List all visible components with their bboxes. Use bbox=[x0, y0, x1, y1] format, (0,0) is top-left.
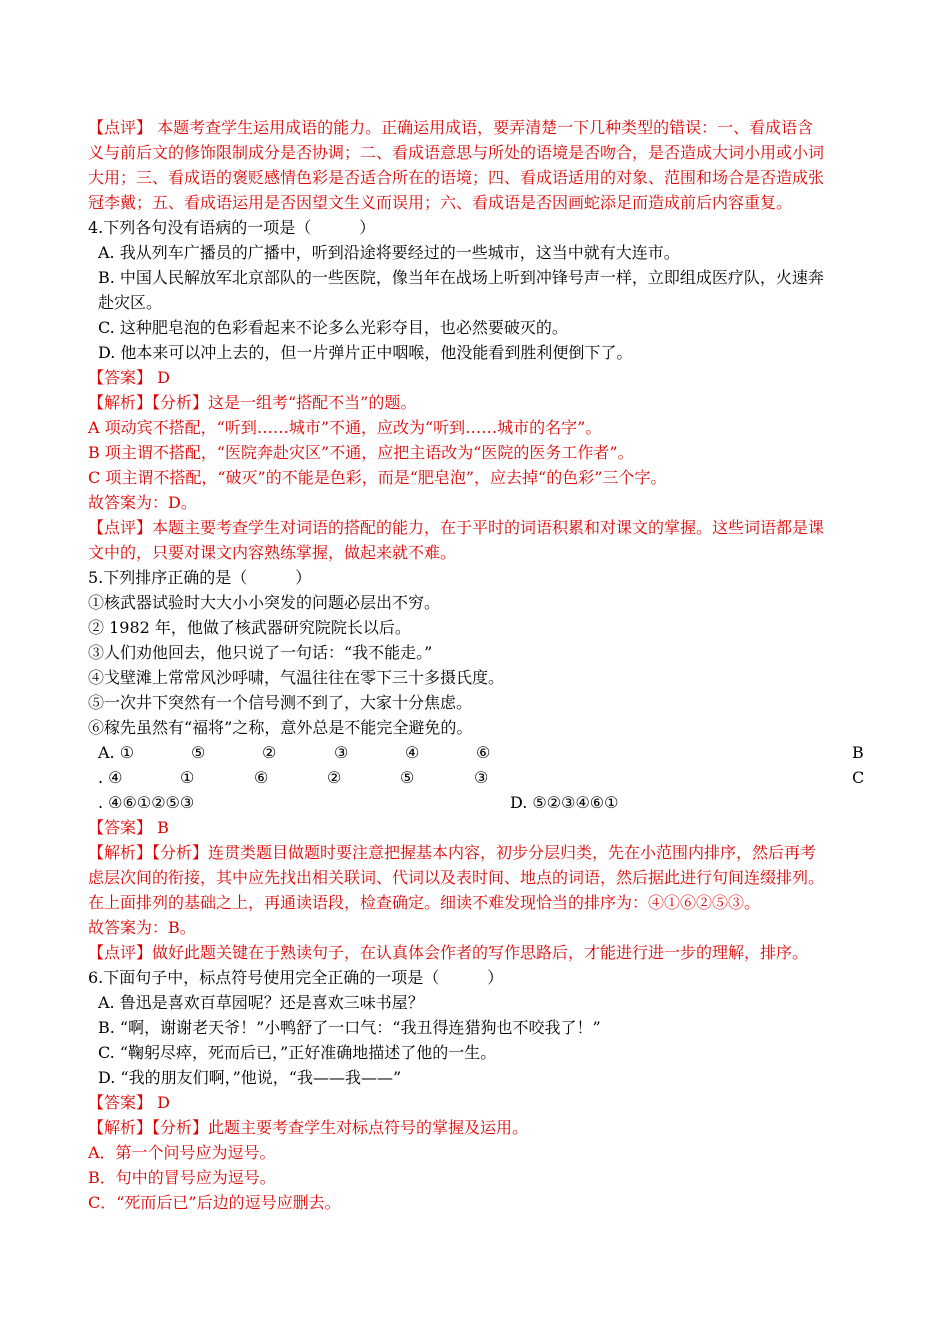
q5-analysis-line3: 在上面排列的基础之上，再通读语段，检查确定。细读不难发现恰当的排序为：④①⑥②⑤③。 bbox=[88, 893, 761, 912]
q6-explanation-c: C．“死而后已”后边的逗号应删去。 bbox=[88, 1193, 341, 1212]
comment-q3-line4: 冠李戴；五、看成语运用是否因望文生义而误用；六、看成语是否因画蛇添足而造成前后内容重复。 bbox=[88, 193, 793, 212]
q6-option-a: A. 鲁迅是喜欢百草园呢？还是喜欢三味书屋？ bbox=[98, 993, 424, 1012]
q5-sentence-4: ④戈壁滩上常常风沙呼啸，气温往往在零下三十多摄氏度。 bbox=[88, 668, 505, 687]
q4-option-c: C. 这种肥皂泡的色彩看起来不论多么光彩夺目，也必然要破灭的。 bbox=[98, 318, 568, 337]
q5-option-a-item: ③ bbox=[334, 743, 349, 762]
comment-q3-line1: 【点评】 本题考查学生运用成语的能力。正确运用成语，要弄清楚一下几种类型的错误：一、看成语含 bbox=[88, 118, 814, 137]
q4-answer: 【答案】 D bbox=[88, 368, 170, 387]
q5-option-b-item: ③ bbox=[474, 768, 489, 787]
q5-option-a-item: ④ bbox=[405, 743, 420, 762]
q5-option-b-item: . ④ bbox=[98, 768, 123, 787]
q5-sentence-3: ③人们劝他回去，他只说了一句话：“我不能走。” bbox=[88, 643, 433, 662]
q4-option-b-line1: B. 中国人民解放军北京部队的一些医院，像当年在战场上听到冲锋号声一样，立即组成医疗队，火速奔 bbox=[98, 268, 824, 287]
q4-option-a: A. 我从列车广播员的广播中，听到沿途将要经过的一些城市，这当中就有大连市。 bbox=[98, 243, 680, 262]
q5-option-b-item: ⑤ bbox=[400, 768, 415, 787]
q6-answer: 【答案】 D bbox=[88, 1093, 170, 1112]
q4-explanation-a: A 项动宾不搭配，“听到……城市”不通，应改为“听到……城市的名字”。 bbox=[88, 418, 602, 437]
q6-option-b: B. “啊，谢谢老天爷！”小鸭舒了一口气：“我丑得连猎狗也不咬我了！” bbox=[98, 1018, 601, 1037]
q4-analysis: 【解析】【分析】这是一组考“搭配不当”的题。 bbox=[88, 393, 417, 412]
q6-explanation-a: A．第一个问号应为逗号。 bbox=[88, 1143, 276, 1162]
q5-option-a-item: A. ① bbox=[98, 743, 135, 762]
q5-analysis-line1: 【解析】【分析】连贯类题目做题时要注意把握基本内容，初步分层归类，先在小范围内排序，然后再考 bbox=[88, 843, 817, 862]
q5-option-a-item: ⑤ bbox=[191, 743, 206, 762]
comment-q3-line3: 大用；三、看成语的褒贬感情色彩是否适合所在的语境；四、看成语适用的对象、范围和场合是否造成张 bbox=[88, 168, 825, 187]
q5-option-c: . ④⑥①②⑤③ bbox=[98, 793, 195, 812]
q5-option-c-label: C bbox=[852, 768, 865, 787]
q5-option-b-item: ② bbox=[327, 768, 342, 787]
q5-option-b-item: ① bbox=[180, 768, 195, 787]
q6-explanation-b: B．句中的冒号应为逗号。 bbox=[88, 1168, 276, 1187]
q6-option-d: D. “我的朋友们啊，”他说，“我——我——” bbox=[98, 1068, 402, 1087]
q6-option-c: C. “鞠躬尽瘁，死而后已，”正好准确地描述了他的一生。 bbox=[98, 1043, 497, 1062]
q5-comment: 【点评】做好此题关键在于熟读句子，在认真体会作者的写作思路后，才能进行进一步的理解，排序。 bbox=[88, 943, 809, 962]
q4-comment-line1: 【点评】本题主要考查学生对词语的搭配的能力，在于平时的词语积累和对课文的掌握。这些词语都是课 bbox=[88, 518, 825, 537]
q4-option-d: D. 他本来可以冲上去的，但一片弹片正中咽喉，他没能看到胜利便倒下了。 bbox=[98, 343, 633, 362]
q5-sentence-6: ⑥稼先虽然有“福将”之称，意外总是不能完全避免的。 bbox=[88, 718, 473, 737]
q6-stem: 6.下面句子中，标点符号使用完全正确的一项是（ ） bbox=[88, 968, 504, 987]
q4-comment-line2: 文中的，只要对课文内容熟练掌握，做起来就不难。 bbox=[88, 543, 457, 562]
q5-analysis-line2: 虑层次间的衔接，其中应先找出相关联词、代词以及表时间、地点的词语，然后据此进行句间连缀排列。 bbox=[88, 868, 825, 887]
q6-analysis: 【解析】【分析】此题主要考查学生对标点符号的掌握及运用。 bbox=[88, 1118, 529, 1137]
q5-option-a-item: ② bbox=[262, 743, 277, 762]
q5-sentence-1: ①核武器试验时大大小小突发的问题必层出不穷。 bbox=[88, 593, 441, 612]
q5-option-b-item: ⑥ bbox=[254, 768, 269, 787]
q5-stem: 5.下列排序正确的是（ ） bbox=[88, 568, 312, 587]
q4-stem: 4.下列各句没有语病的一项是（ ） bbox=[88, 218, 376, 237]
q5-answer: 【答案】 B bbox=[88, 818, 169, 837]
comment-q3-line2: 义与前后文的修饰限制成分是否协调；二、看成语意思与所处的语境是否吻合，是否造成大词小用或小词 bbox=[88, 143, 825, 162]
q5-option-b-label: B bbox=[852, 743, 864, 762]
q4-explanation-c: C 项主谓不搭配，“破灭”的不能是色彩，而是“肥皂泡”，应去掉“的色彩”三个字。 bbox=[88, 468, 667, 487]
q5-option-d: D. ⑤②③④⑥① bbox=[510, 793, 619, 812]
q4-explanation-b: B 项主谓不搭配，“医院奔赴灾区”不通，应把主语改为“医院的医务工作者”。 bbox=[88, 443, 634, 462]
q4-option-b-line2: 赴灾区。 bbox=[98, 293, 163, 312]
q4-conclusion: 故答案为：D。 bbox=[88, 493, 197, 512]
q5-sentence-5: ⑤一次井下突然有一个信号测不到了，大家十分焦虑。 bbox=[88, 693, 473, 712]
q5-option-a-item: ⑥ bbox=[476, 743, 491, 762]
q5-sentence-2: ② 1982 年，他做了核武器研究院院长以后。 bbox=[88, 618, 411, 637]
q5-conclusion: 故答案为：B。 bbox=[88, 918, 196, 937]
